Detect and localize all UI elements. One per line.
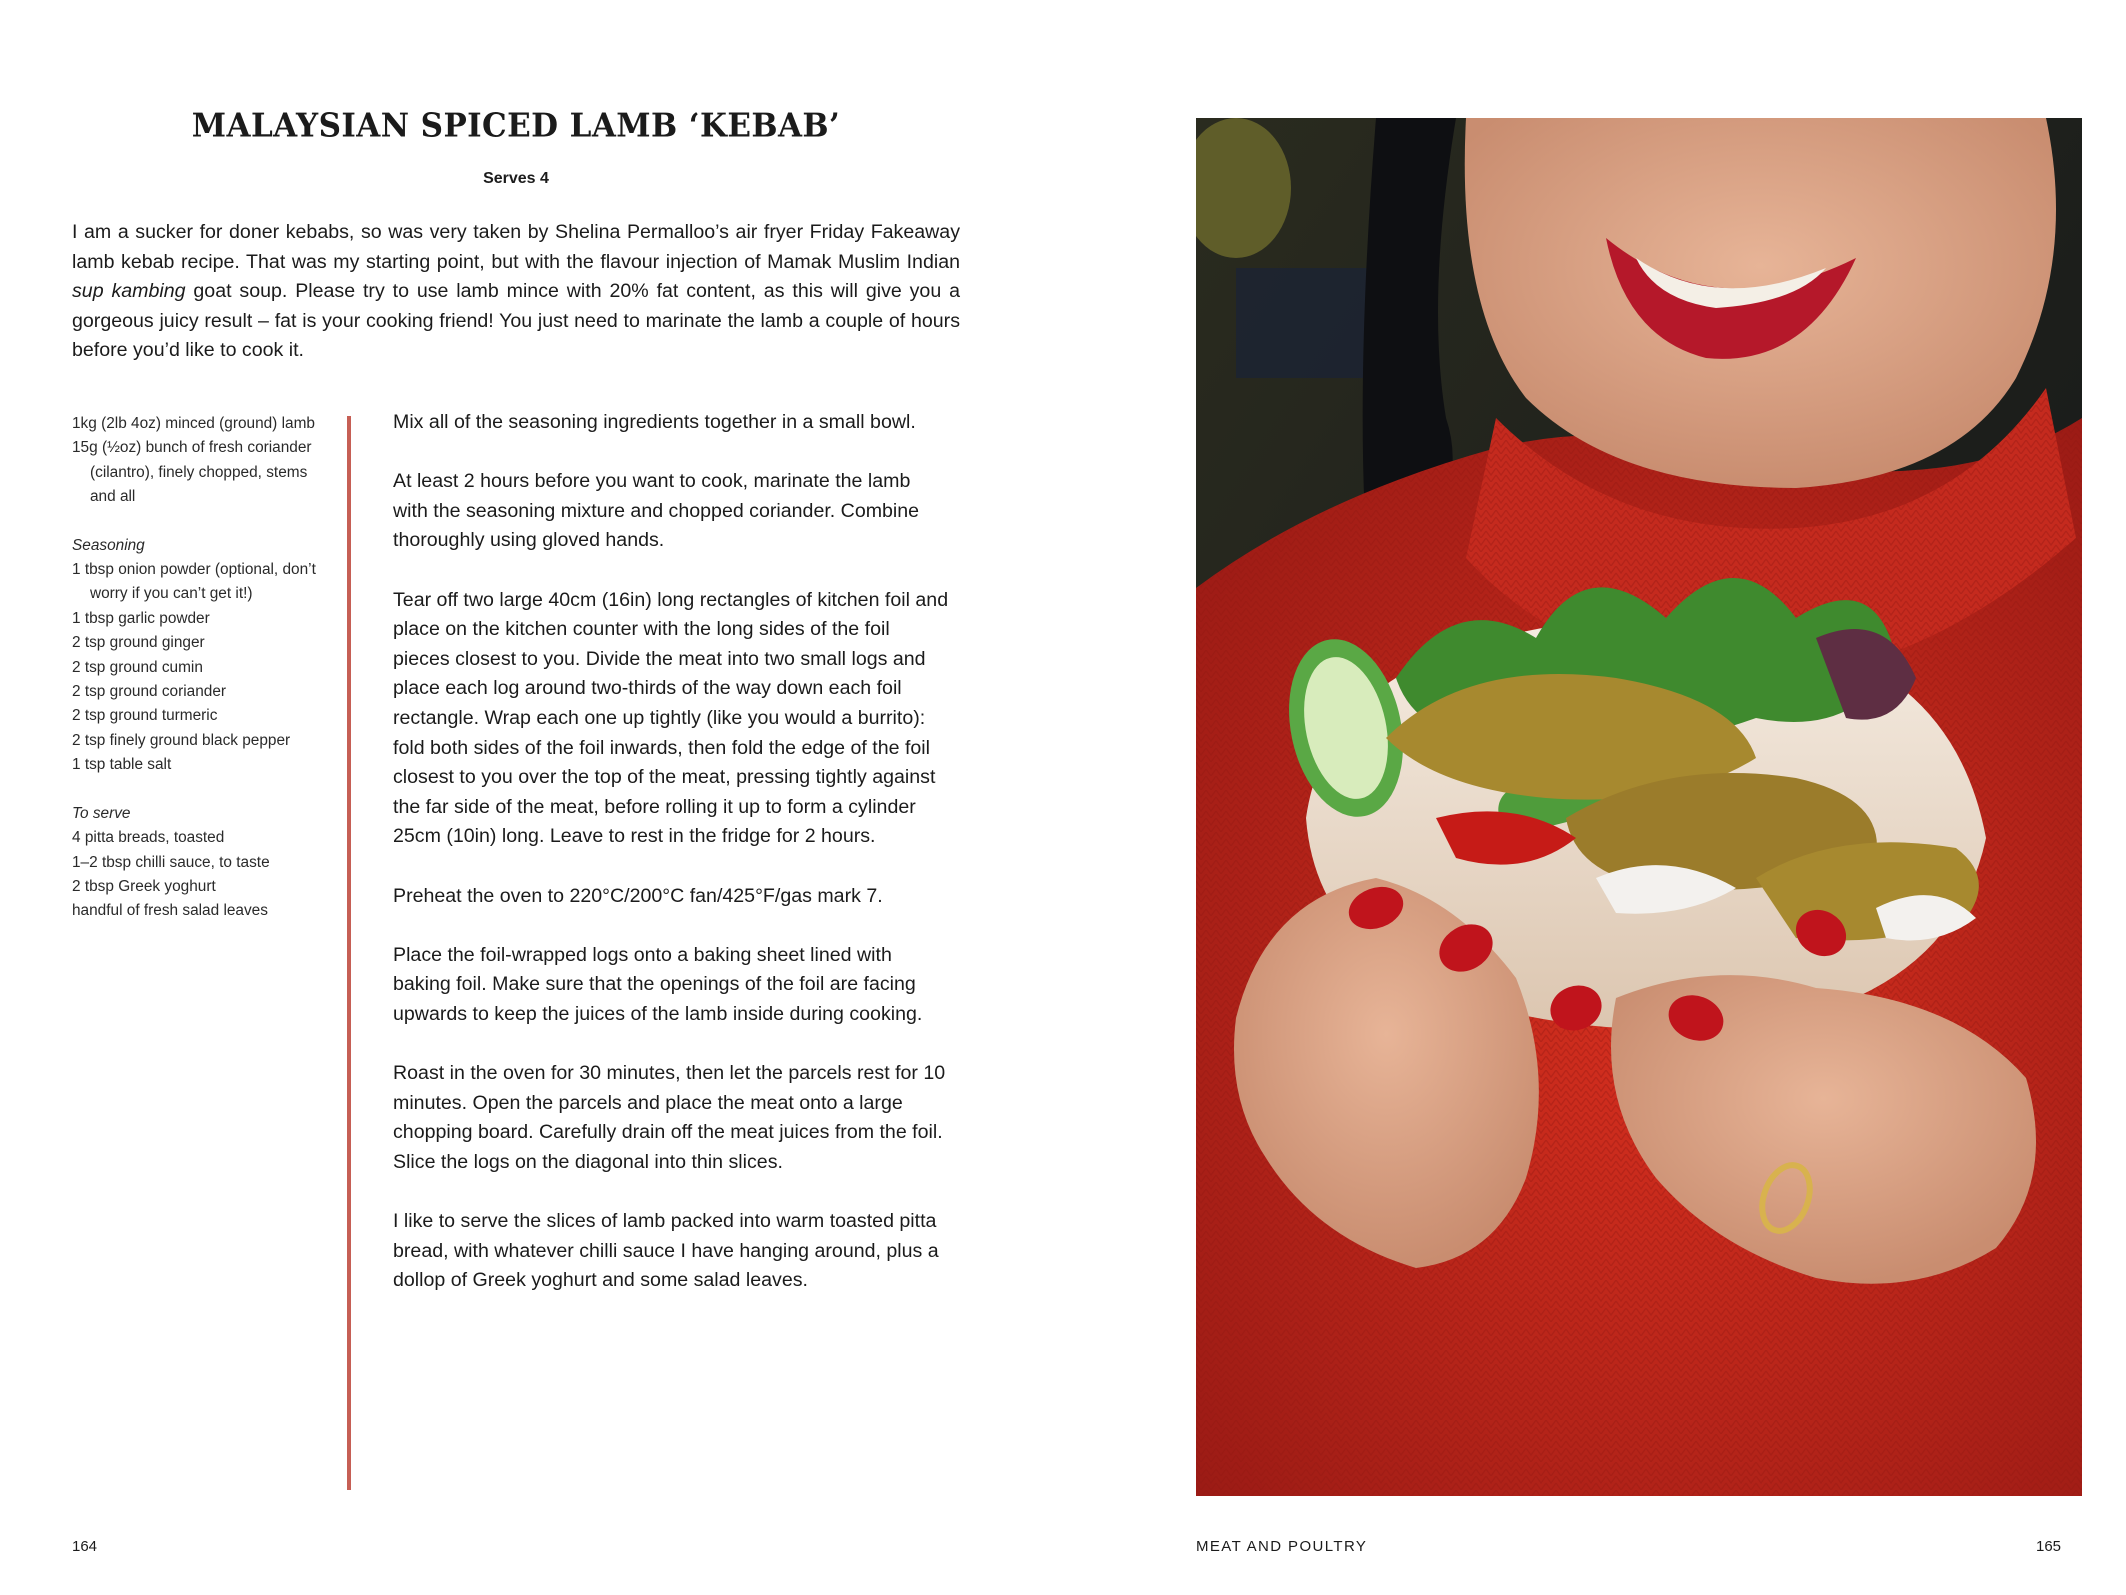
section-running-footer: MEAT AND POULTRY xyxy=(1196,1538,1368,1555)
photo-kebab-in-hands xyxy=(1196,118,2082,1496)
method-step: Tear off two large 40cm (16in) long rectangles of kitchen foil and place on the kitchen counter with the long sides of the foil pieces closest to you. Divide the meat into two small logs and place each log around two-thirds of the way down each foil rectangle. Wrap each one up tightly (like you would a burrito): fold both sides of the foil inwards, then fold the edge of the foil closest to you over the top of the meat, pressing tightly against the far side of the meat, before rolling it up to form a cylinder 25cm (10in) long. Leave to rest in the fridge for 2 hours. xyxy=(393,588,949,848)
method-step: At least 2 hours before you want to cook, marinate the lamb with the seasoning mixture and chopped coriander. Combine thoroughly using gloved hands. xyxy=(393,470,920,552)
ingredient-item: 1 tbsp garlic powder xyxy=(72,609,210,627)
ingredient-item: 15g (½oz) bunch of fresh coriander (cilantro), finely chopped, stems and all xyxy=(72,439,312,506)
recipe-title: MALAYSIAN SPICED LAMB ‘KEBAB’ xyxy=(191,107,841,145)
method-step: Preheat the oven to 220°C/200°C fan/425°F/gas mark 7. xyxy=(393,884,883,907)
to-serve-heading: To serve xyxy=(72,804,131,822)
ingredient-item: 2 tsp ground cumin xyxy=(72,658,203,676)
recipe-intro xyxy=(72,218,960,366)
ingredient-item: 1–2 tbsp chilli sauce, to taste xyxy=(72,853,270,871)
page-number-left: 164 xyxy=(72,1538,98,1555)
ingredient-item: 2 tbsp Greek yoghurt xyxy=(72,877,216,895)
method-step: Place the foil-wrapped logs onto a baking sheet lined with baking foil. Make sure that the openings of the foil are facing upwards to keep the juices of the lamb inside during cooking. xyxy=(393,943,923,1025)
serves-label: Serves 4 xyxy=(483,170,549,187)
ingredient-item: 2 tsp ground turmeric xyxy=(72,707,218,725)
intro-text-1: I am a sucker for doner kebabs, so was very taken by Shelina Permalloo’s air fryer Friday Fakeaway lamb kebab recipe. That was my starting point, but with the flavour injection of Mamak Muslim Indian xyxy=(72,221,960,273)
ingredient-item: 2 tsp ground ginger xyxy=(72,634,205,652)
vertical-accent-rule xyxy=(347,416,351,1490)
ingredient-item: 1 tbsp onion powder (optional, don’t worry if you can’t get it!) xyxy=(72,561,316,603)
method-step: I like to serve the slices of lamb packed into warm toasted pitta bread, with whatever chilli sauce I have hanging around, plus a dollop of Greek yoghurt and some salad leaves. xyxy=(393,1210,939,1292)
photo-illustration xyxy=(1196,118,2082,1496)
seasoning-heading: Seasoning xyxy=(72,536,145,554)
ingredients-list xyxy=(72,412,332,924)
ingredient-item: 2 tsp ground coriander xyxy=(72,683,227,701)
method-step: Roast in the oven for 30 minutes, then let the parcels rest for 10 minutes. Open the parcels and place the meat onto a large chopping board. Carefully drain off the meat juices from the foil. Slice the logs on the diagonal into thin slices. xyxy=(393,1062,946,1173)
intro-text-2: goat soup. Please try to use lamb mince with 20% fat content, as this will give you a gorgeous juicy result – fat is your cooking friend! You just need to marinate the lamb a couple of hours before you’d like to cook it. xyxy=(72,280,960,362)
ingredient-item: 2 tsp finely ground black pepper xyxy=(72,731,291,749)
ingredient-item: 1kg (2lb 4oz) minced (ground) lamb xyxy=(72,415,315,432)
ingredient-item: handful of fresh salad leaves xyxy=(72,902,268,920)
ingredient-item: 4 pitta breads, toasted xyxy=(72,829,225,847)
intro-italic-term: sup kambing xyxy=(72,280,186,303)
method-step: Mix all of the seasoning ingredients together in a small bowl. xyxy=(393,411,916,433)
method-steps xyxy=(393,408,949,1325)
page-number-right: 165 xyxy=(2036,1538,2062,1555)
ingredient-item: 1 tsp table salt xyxy=(72,756,172,774)
